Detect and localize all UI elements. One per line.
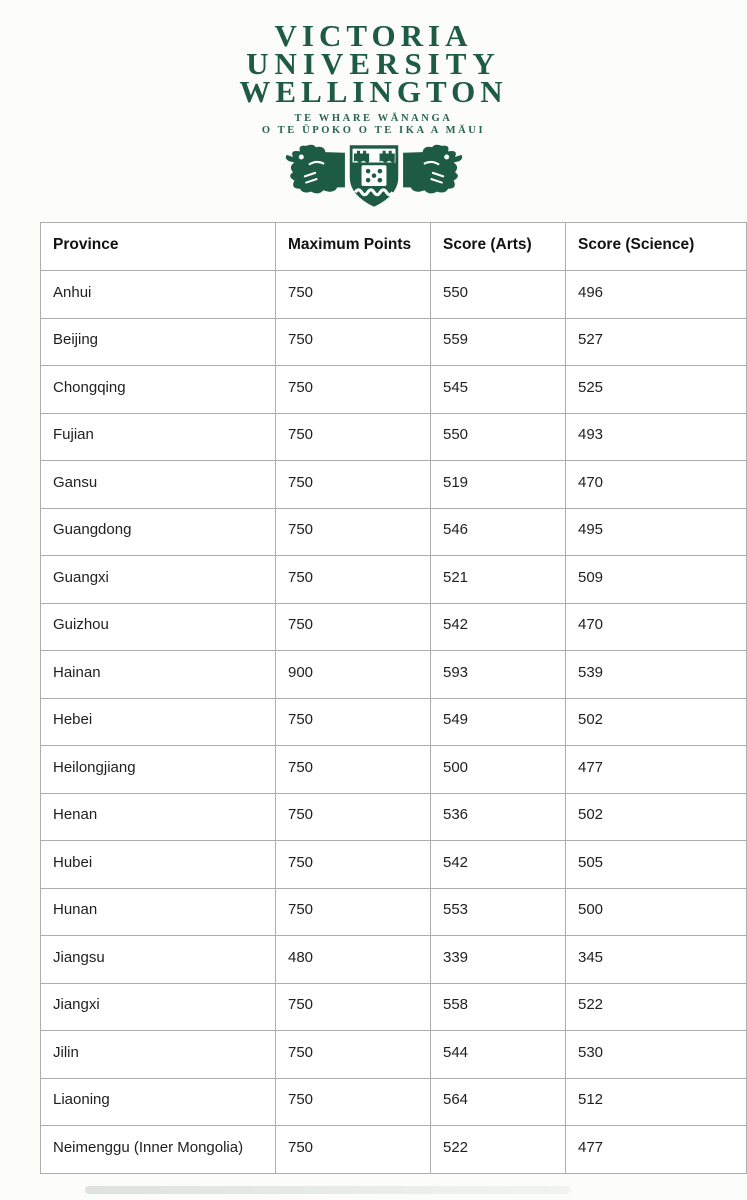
score-cell: 345: [566, 936, 747, 984]
score-cell: 522: [566, 983, 747, 1031]
province-cell: Neimenggu (Inner Mongolia): [41, 1126, 276, 1174]
score-cell: 470: [566, 603, 747, 651]
score-cell: 546: [431, 508, 566, 556]
maori-line-1: TE WHARE WĀNANGA: [294, 113, 453, 124]
vuw-crest-icon: [284, 143, 464, 209]
score-cell: 525: [566, 366, 747, 414]
province-cell: Jilin: [41, 1031, 276, 1079]
score-cell: 750: [276, 841, 431, 889]
table-row: [41, 461, 747, 509]
score-cell: 750: [276, 1031, 431, 1079]
score-cell: 553: [431, 888, 566, 936]
table-row: [41, 271, 747, 319]
table-row: [41, 556, 747, 604]
province-cell: Guangdong: [41, 508, 276, 556]
crest-container: [0, 143, 747, 214]
province-cell: Chongqing: [41, 366, 276, 414]
score-cell: 550: [431, 271, 566, 319]
score-cell: 750: [276, 888, 431, 936]
score-cell: 500: [431, 746, 566, 794]
maori-motto: [0, 113, 747, 137]
score-cell: 509: [566, 556, 747, 604]
score-cell: 502: [566, 793, 747, 841]
score-cell: 750: [276, 556, 431, 604]
province-cell: Guangxi: [41, 556, 276, 604]
score-cell: 519: [431, 461, 566, 509]
table-header-row: [41, 223, 747, 271]
province-cell: Henan: [41, 793, 276, 841]
score-cell: 522: [431, 1126, 566, 1174]
score-cell: 339: [431, 936, 566, 984]
score-cell: 750: [276, 746, 431, 794]
table-row: [41, 508, 747, 556]
table-row: [41, 888, 747, 936]
score-cell: 750: [276, 461, 431, 509]
score-cell: 564: [431, 1078, 566, 1126]
province-cell: Beijing: [41, 318, 276, 366]
province-cell: Liaoning: [41, 1078, 276, 1126]
score-cell: 900: [276, 651, 431, 699]
column-header: Score (Science): [566, 223, 747, 271]
score-cell: 750: [276, 1126, 431, 1174]
province-cell: Jiangxi: [41, 983, 276, 1031]
score-cell: 549: [431, 698, 566, 746]
wordmark-line-victoria: VICTORIA: [274, 18, 473, 53]
score-cell: 750: [276, 318, 431, 366]
score-cell: 750: [276, 271, 431, 319]
score-cell: 750: [276, 413, 431, 461]
score-cell: 750: [276, 1078, 431, 1126]
score-cell: 750: [276, 793, 431, 841]
province-cell: Jiangsu: [41, 936, 276, 984]
score-cell: 542: [431, 841, 566, 889]
score-cell: 539: [566, 651, 747, 699]
score-cell: 559: [431, 318, 566, 366]
score-cell: 750: [276, 698, 431, 746]
table-row: [41, 366, 747, 414]
province-cell: Gansu: [41, 461, 276, 509]
column-header: Maximum Points: [276, 223, 431, 271]
table-row: [41, 746, 747, 794]
score-cell: 750: [276, 603, 431, 651]
score-cell: 493: [566, 413, 747, 461]
score-cell: 495: [566, 508, 747, 556]
province-cell: Fujian: [41, 413, 276, 461]
score-cell: 502: [566, 698, 747, 746]
table-row: [41, 413, 747, 461]
province-cell: Guizhou: [41, 603, 276, 651]
score-cell: 480: [276, 936, 431, 984]
score-cell: 550: [431, 413, 566, 461]
table-row: [41, 1078, 747, 1126]
wordmark-line-wellington: WELLINGTON: [239, 74, 508, 109]
score-cell: 544: [431, 1031, 566, 1079]
province-cell: Hebei: [41, 698, 276, 746]
column-header: Score (Arts): [431, 223, 566, 271]
wordmark-line-university: UNIVERSITY: [246, 46, 501, 81]
score-cell: 512: [566, 1078, 747, 1126]
score-cell: 477: [566, 746, 747, 794]
score-cell: 530: [566, 1031, 747, 1079]
province-cell: Hainan: [41, 651, 276, 699]
score-cell: 527: [566, 318, 747, 366]
table-row: [41, 793, 747, 841]
maori-line-2: O TE ŪPOKO O TE IKA A MĀUI: [261, 125, 486, 136]
score-cell: 545: [431, 366, 566, 414]
table-row: [41, 651, 747, 699]
score-cell: 750: [276, 983, 431, 1031]
table-row: [41, 1126, 747, 1174]
province-cell: Heilongjiang: [41, 746, 276, 794]
score-cell: 500: [566, 888, 747, 936]
score-cell: 750: [276, 366, 431, 414]
table-row: [41, 841, 747, 889]
province-cell: Hunan: [41, 888, 276, 936]
score-cell: 593: [431, 651, 566, 699]
table-row: [41, 318, 747, 366]
score-cell: 536: [431, 793, 566, 841]
table-row: [41, 983, 747, 1031]
province-cell: Anhui: [41, 271, 276, 319]
column-header: Province: [41, 223, 276, 271]
score-cell: 505: [566, 841, 747, 889]
score-cell: 470: [566, 461, 747, 509]
table-row: [41, 1031, 747, 1079]
score-cell: 558: [431, 983, 566, 1031]
table-body: [41, 271, 747, 1174]
province-cell: Hubei: [41, 841, 276, 889]
score-cell: 542: [431, 603, 566, 651]
table-row: [41, 936, 747, 984]
province-scores-table: [40, 222, 747, 1174]
score-cell: 496: [566, 271, 747, 319]
photo-artifact: [85, 1186, 571, 1194]
score-cell: 477: [566, 1126, 747, 1174]
university-wordmark: [0, 18, 747, 109]
university-logo: [0, 18, 747, 214]
score-cell: 750: [276, 508, 431, 556]
score-cell: 521: [431, 556, 566, 604]
table-row: [41, 698, 747, 746]
table-row: [41, 603, 747, 651]
